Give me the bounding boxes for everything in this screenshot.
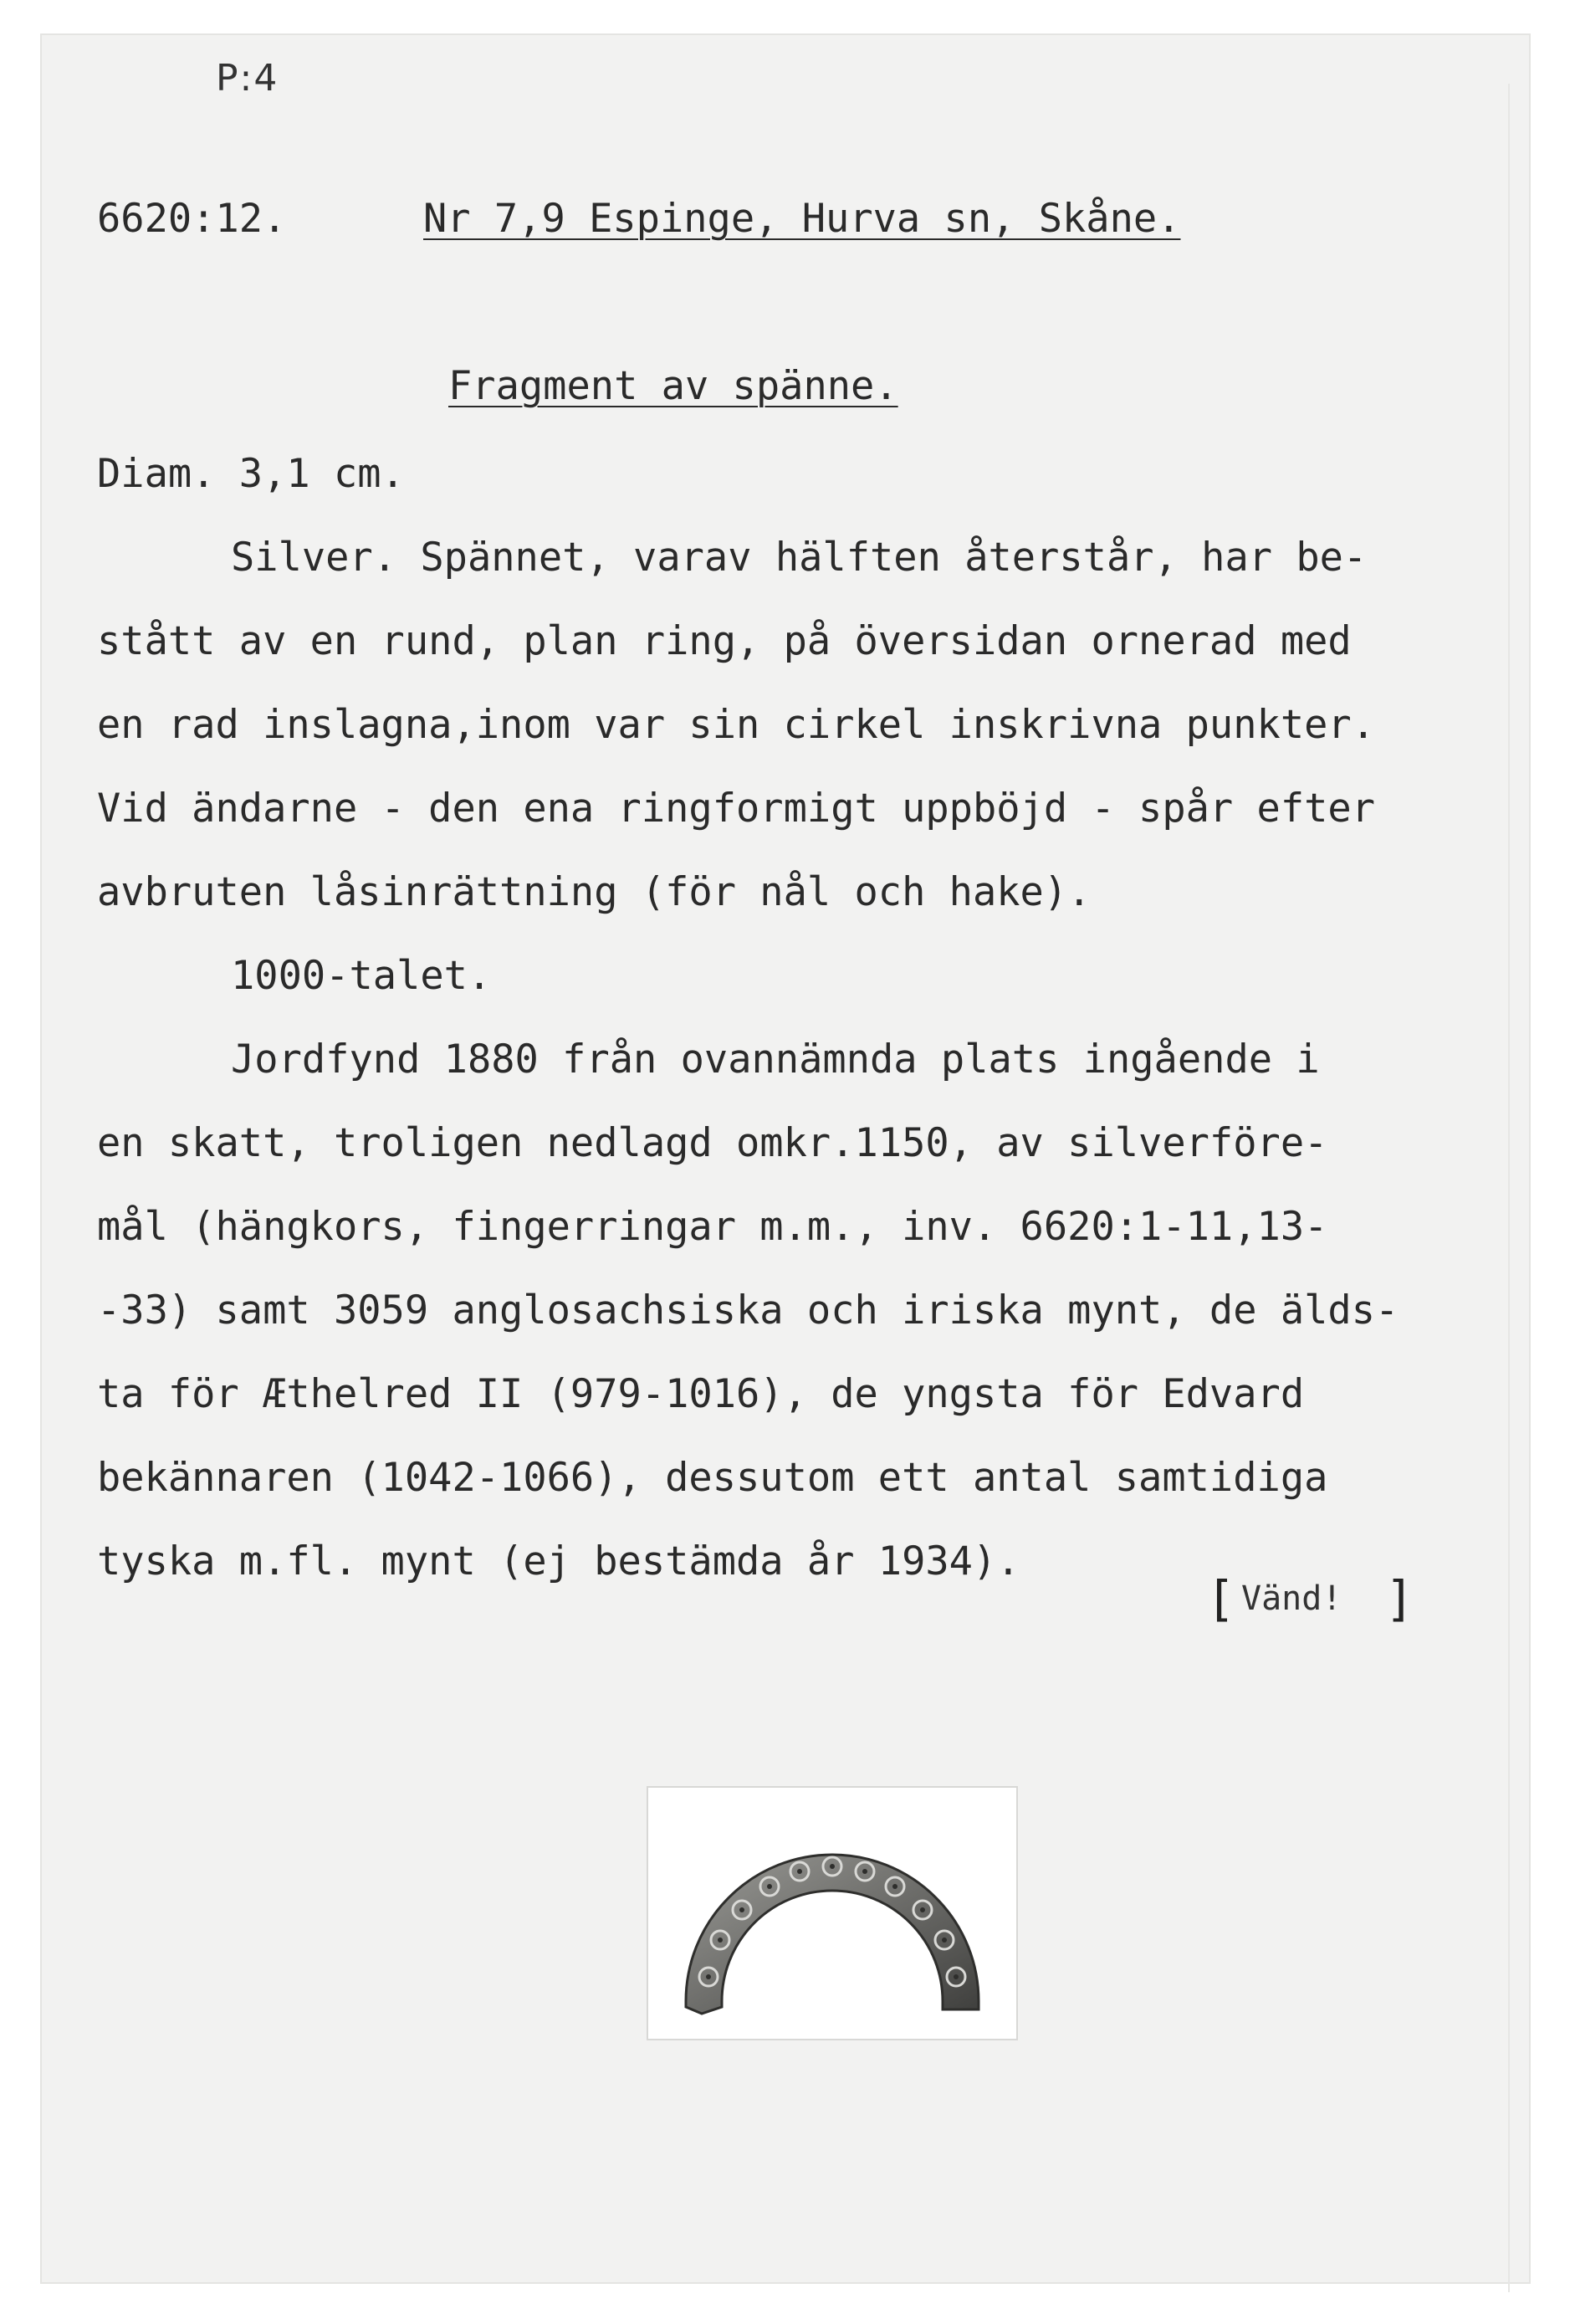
find-location: Nr 7,9 Espinge, Hurva sn, Skåne. [423,196,1181,242]
find-line: tyska m.fl. mynt (ej bestämda år 1934). [97,1538,1020,1584]
right-bracket: ] [1388,1570,1408,1627]
find-line: mål (hängkors, fingerringar m.m., inv. 6620:1-11,13- [97,1204,1328,1250]
dating: 1000-talet. [231,953,492,999]
brooch-body [686,1855,979,2014]
description-line: Silver. Spännet, varav hälften återstår, har be- [231,535,1368,581]
inventory-number: 6620:12. [97,196,287,242]
object-photo [647,1786,1018,2040]
find-line: ta för Æthelred II (979-1016), de yngsta för Edvard [97,1371,1305,1417]
catalog-card [40,33,1531,2284]
description-line: avbruten låsinrättning (för nål och hake). [97,869,1092,915]
description-line: Vid ändarne - den ena ringformigt uppböjd - spår efter [97,786,1376,832]
find-line: en skatt, troligen nedlagd omkr.1150, av silverföre- [97,1120,1328,1166]
description-line: stått av en rund, plan ring, på översidan ornerad med [97,618,1352,664]
object-title: Fragment av spänne. [448,363,898,409]
left-bracket: [ [1213,1570,1232,1627]
card-edge-shadow [1508,84,1510,2292]
diameter: Diam. 3,1 cm. [97,451,405,497]
turn-over-note: Vänd! [1241,1579,1342,1618]
find-line: bekännaren (1042-1066), dessutom ett antal samtidiga [97,1455,1328,1501]
find-line: Jordfynd 1880 från ovannämnda plats ingående i [231,1037,1320,1083]
description-line: en rad inslagna,inom var sin cirkel inskrivna punkter. [97,702,1376,748]
find-line: -33) samt 3059 anglosachsiska och iriska mynt, de älds- [97,1287,1399,1333]
brooch-fragment-icon [648,1788,1016,2039]
handwritten-mark: P:4 [216,57,279,100]
